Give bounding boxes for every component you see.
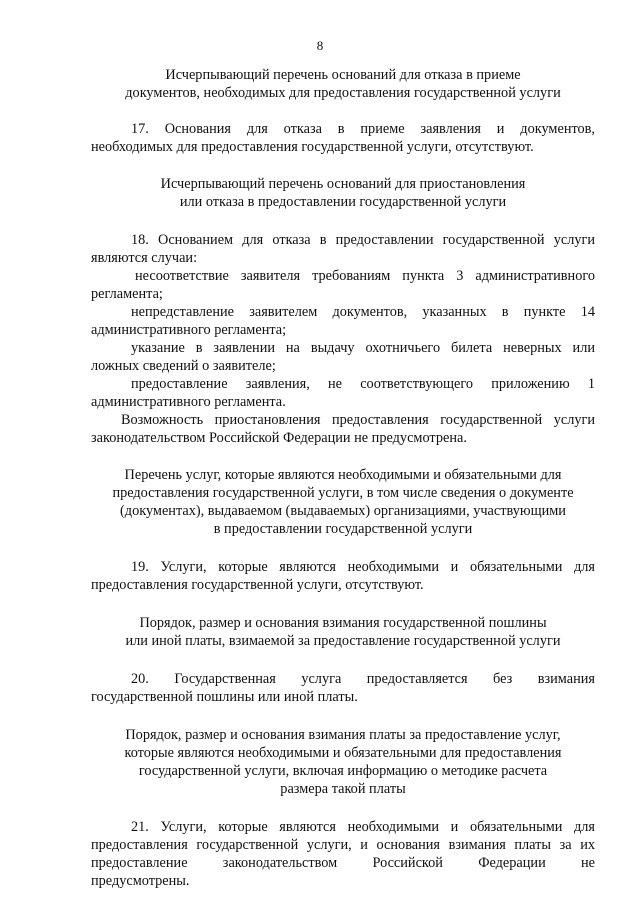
paragraph-line: 18. Основанием для отказа в предоставлении государственной услуги [131,232,595,248]
paragraph-17 [91,120,595,156]
heading-line: Исчерпывающий перечень оснований для приостановления [160,176,526,192]
heading-line: Исчерпывающий перечень оснований для отказа в приеме [165,67,521,83]
paragraph-line: предоставление законодательством Российской Федерации не [91,855,595,871]
paragraph-line: 21. Услуги, которые являются необходимыми и обязательными для [131,819,595,835]
heading-line: или отказа в предоставлении государственной услуги [179,194,507,210]
paragraph-line: административного регламента. [91,394,286,410]
paragraph-19 [91,558,595,594]
paragraph-line: предоставление заявления, не соответствующего приложению 1 [131,376,595,392]
heading-line: (документах), выдаваемом (выдаваемых) организациями, участвующими [120,503,566,519]
paragraph-line: необходимых для предоставления государственной услуги, отсутствуют. [91,139,534,155]
paragraph-line: предоставления государственной услуги, отсутствуют. [91,577,424,593]
heading-service-fee [91,726,595,798]
paragraph-18 [91,231,595,447]
paragraph-line: несоответствие заявителя требованиям пункта 3 административного [135,268,595,284]
heading-state-fee [91,614,595,650]
paragraph-line: являются случаи: [91,250,198,266]
heading-line: предоставления государственной услуги, в том числе сведения о документе [112,485,574,501]
heading-line: государственной услуги, включая информацию о методике расчета [138,763,548,779]
heading-line: Перечень услуг, которые являются необходимыми и обязательными для [124,467,562,483]
heading-required-services [91,466,595,538]
paragraph-20 [91,670,595,706]
heading-line: или иной платы, взимаемой за предоставление государственной услуги [125,633,561,649]
paragraph-line: законодательством Российской Федерации не предусмотрена. [91,430,467,446]
paragraph-line: предусмотрены. [91,873,190,889]
heading-line: Порядок, размер и основания взимания платы за предоставление услуг, [125,727,561,743]
page-number: 8 [316,38,324,53]
heading-refusal-acceptance [91,66,595,102]
paragraph-line: 19. Услуги, которые являются необходимыми и обязательными для [131,559,595,575]
paragraph-line: ложных сведений о заявителе; [91,358,276,374]
paragraph-line: Возможность приостановления предоставления государственной услуги [121,412,595,428]
heading-line: размера такой платы [280,781,406,797]
paragraph-line: административного регламента; [91,322,287,338]
paragraph-line: 20. Государственная услуга предоставляется без взимания [131,671,595,687]
paragraph-line: непредставление заявителем документов, указанных в пункте 14 [131,304,595,320]
heading-line: в предоставлении государственной услуги [213,521,473,537]
paragraph-line: 17. Основания для отказа в приеме заявления и документов, [131,121,595,137]
paragraph-line: предоставления государственной услуги, и основания взимания платы за их [91,837,595,853]
paragraph-21 [91,818,595,890]
heading-suspension-refusal [91,175,595,211]
heading-line: которые являются необходимыми и обязательными для предоставления [124,745,562,761]
heading-line: Порядок, размер и основания взимания государственной пошлины [139,615,547,631]
paragraph-line: указание в заявлении на выдачу охотничьего билета неверных или [131,340,595,356]
heading-line: документов, необходимых для предоставления государственной услуги [125,85,561,101]
paragraph-line: государственной пошлины или иной платы. [91,689,358,705]
paragraph-line: регламента; [91,286,163,302]
page-content [91,66,595,890]
